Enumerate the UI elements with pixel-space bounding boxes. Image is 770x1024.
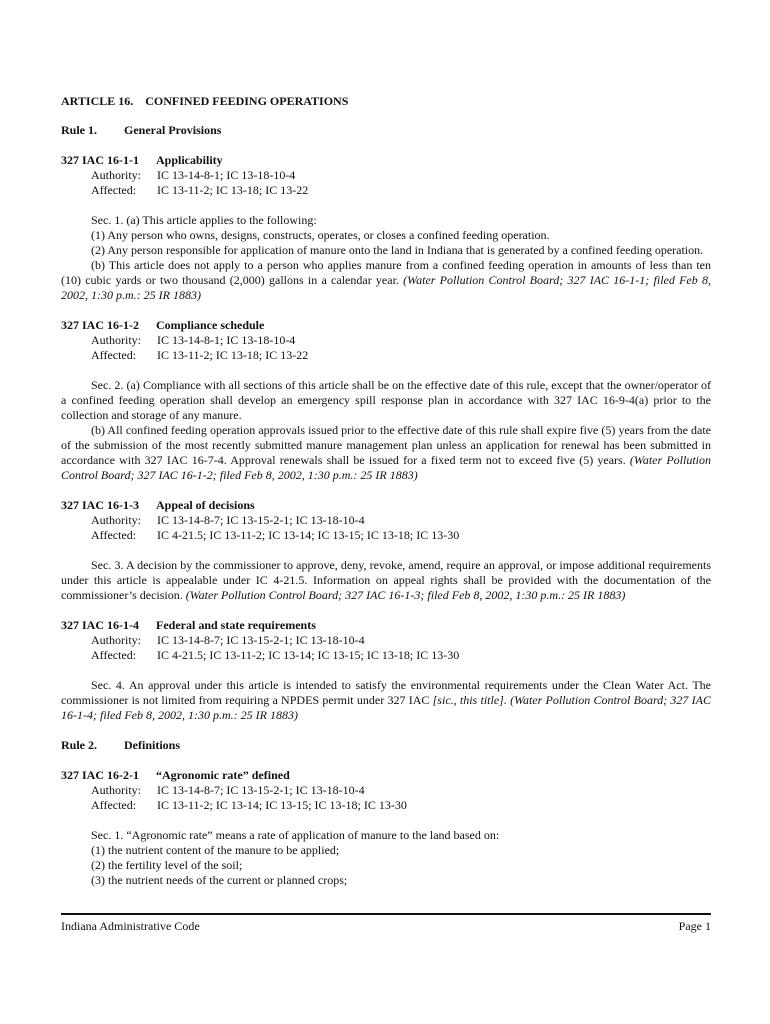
affected-label: Affected: (91, 648, 137, 662)
paragraph-text: Sec. 3. A decision by the commissioner to approve, deny, revoke, amend, require an approval, or impose additional requirements under this article is appealable under IC 4-21.5. Information on appeal rights shall be provided with the documentation of the commissioner’s decision. (61, 558, 711, 602)
section-heading (61, 618, 711, 633)
section-heading (61, 153, 711, 168)
authority-line (61, 783, 711, 798)
authority-value: IC 13-14-8-1; IC 13-18-10-4 (157, 333, 296, 347)
paragraph-text: (b) This article does not apply to a person who applies manure from a confined feeding operation in amounts of less than ten (10) cubic yards or two thousand (2,000) gallons in a calendar year. (61, 258, 711, 287)
authority-line (61, 333, 711, 348)
section-code: 327 IAC 16-1-3 (61, 498, 139, 512)
section-title: Federal and state requirements (156, 618, 316, 632)
section-title: “Agronomic rate” defined (156, 768, 290, 782)
authority-label: Authority: (91, 513, 141, 527)
rule-number: Rule 1. (61, 123, 97, 137)
citation: (Water Pollution Control Board; 327 IAC 16-1-1; filed Feb 8, 2002, 1:30 p.m.: 25 IR 1883) (61, 273, 712, 302)
section-code: 327 IAC 16-1-1 (61, 153, 139, 167)
authority-label: Authority: (91, 633, 141, 647)
section-title: Appeal of decisions (156, 498, 255, 512)
rule-number: Rule 2. (61, 738, 97, 752)
paragraph: Sec. 1. “Agronomic rate” means a rate of application of manure to the land based on: (91, 828, 500, 842)
authority-label: Authority: (91, 333, 141, 347)
paragraph (61, 258, 711, 303)
section-body (61, 378, 711, 483)
authority-value: IC 13-14-8-7; IC 13-15-2-1; IC 13-18-10-4 (157, 783, 365, 797)
paragraph (61, 558, 711, 603)
citation: (Water Pollution Control Board; 327 IAC 16-1-2; filed Feb 8, 2002, 1:30 p.m.: 25 IR 1883) (61, 453, 711, 482)
section-code: 327 IAC 16-1-2 (61, 318, 139, 332)
section-heading (61, 318, 711, 333)
affected-line (61, 183, 711, 198)
paragraph (61, 678, 711, 723)
section-body (61, 213, 711, 303)
paragraph-text: (b) All confined feeding operation approvals issued prior to the effective date of this rule shall expire five (5) years from the date of the submission of the most recently submitted manure management plan unless an application for renewal has been submitted in accordance with 327 IAC 16-7-4. Approval renewals shall be issued for a fixed term not to exceed five (5) years. (61, 423, 711, 467)
affected-label: Affected: (91, 528, 137, 542)
page-number: Page 1 (678, 919, 711, 933)
section-heading (61, 768, 711, 783)
authority-label: Authority: (91, 168, 141, 182)
authority-value: IC 13-14-8-7; IC 13-15-2-1; IC 13-18-10-4 (157, 513, 365, 527)
article-heading: ARTICLE 16. CONFINED FEEDING OPERATIONS (61, 94, 349, 108)
paragraph: Sec. 1. (a) This article applies to the following: (91, 213, 317, 227)
affected-line (61, 348, 711, 363)
authority-line (61, 513, 711, 528)
section-16-1-4 (61, 618, 711, 723)
rule-1-heading (61, 123, 711, 138)
affected-value: IC 13-11-2; IC 13-18; IC 13-22 (157, 348, 309, 362)
citation: . (Water Pollution Control Board; 327 IAC 16-1-4; filed Feb 8, 2002, 1:30 p.m.: 25 IR 1883) (61, 693, 712, 722)
affected-label: Affected: (91, 798, 137, 812)
affected-line (61, 798, 711, 813)
affected-label: Affected: (91, 348, 137, 362)
affected-line (61, 528, 711, 543)
section-16-1-3 (61, 498, 711, 603)
affected-value: IC 13-11-2; IC 13-18; IC 13-22 (157, 183, 309, 197)
document-page (61, 94, 711, 888)
section-title: Applicability (156, 153, 223, 167)
affected-value: IC 13-11-2; IC 13-14; IC 13-15; IC 13-18; IC 13-30 (157, 798, 407, 812)
authority-label: Authority: (91, 783, 141, 797)
list-item: (3) the nutrient needs of the current or planned crops; (91, 873, 348, 887)
paragraph: Sec. 2. (a) Compliance with all sections of this article shall be on the effective date of this rule, except that the owner/operator of a confined feeding operation shall develop an emergency spill response plan in accordance with 327 IAC 16-9-4(a) prior to the collection and storage of any manure. (61, 378, 711, 422)
section-16-1-1 (61, 153, 711, 303)
rule-title: General Provisions (124, 123, 222, 137)
affected-value: IC 4-21.5; IC 13-11-2; IC 13-14; IC 13-15; IC 13-18; IC 13-30 (157, 648, 460, 662)
list-item: (1) Any person who owns, designs, constructs, operates, or closes a confined feeding operation. (91, 228, 550, 242)
section-body (61, 558, 711, 603)
list-item: (2) the fertility level of the soil; (91, 858, 243, 872)
authority-value: IC 13-14-8-7; IC 13-15-2-1; IC 13-18-10-4 (157, 633, 365, 647)
section-body (61, 828, 711, 888)
rule-2-heading (61, 738, 711, 753)
section-title: Compliance schedule (156, 318, 265, 332)
authority-line (61, 633, 711, 648)
section-code: 327 IAC 16-2-1 (61, 768, 139, 782)
authority-line (61, 168, 711, 183)
authority-value: IC 13-14-8-1; IC 13-18-10-4 (157, 168, 296, 182)
section-heading (61, 498, 711, 513)
affected-line (61, 648, 711, 663)
paragraph (61, 423, 711, 483)
section-16-2-1 (61, 768, 711, 888)
section-16-1-2 (61, 318, 711, 483)
affected-value: IC 4-21.5; IC 13-11-2; IC 13-14; IC 13-15; IC 13-18; IC 13-30 (157, 528, 460, 542)
paragraph-text: Sec. 4. An approval under this article is intended to satisfy the environmental requirements under the Clean Water Act. The commissioner is not limited from requiring a NPDES permit under 327 IAC (61, 678, 711, 707)
footer-publication: Indiana Administrative Code (61, 919, 200, 933)
page-footer (61, 913, 711, 934)
section-code: 327 IAC 16-1-4 (61, 618, 139, 632)
sic-note: [sic., this title] (432, 693, 504, 707)
list-item: (1) the nutrient content of the manure to be applied; (91, 843, 340, 857)
affected-label: Affected: (91, 183, 137, 197)
rule-title: Definitions (124, 738, 181, 752)
citation: (Water Pollution Control Board; 327 IAC 16-1-3; filed Feb 8, 2002, 1:30 p.m.: 25 IR 1883) (185, 588, 626, 602)
section-body (61, 678, 711, 723)
list-item: (2) Any person responsible for application of manure onto the land in Indiana that is generated by a confined feeding operation. (91, 243, 704, 257)
